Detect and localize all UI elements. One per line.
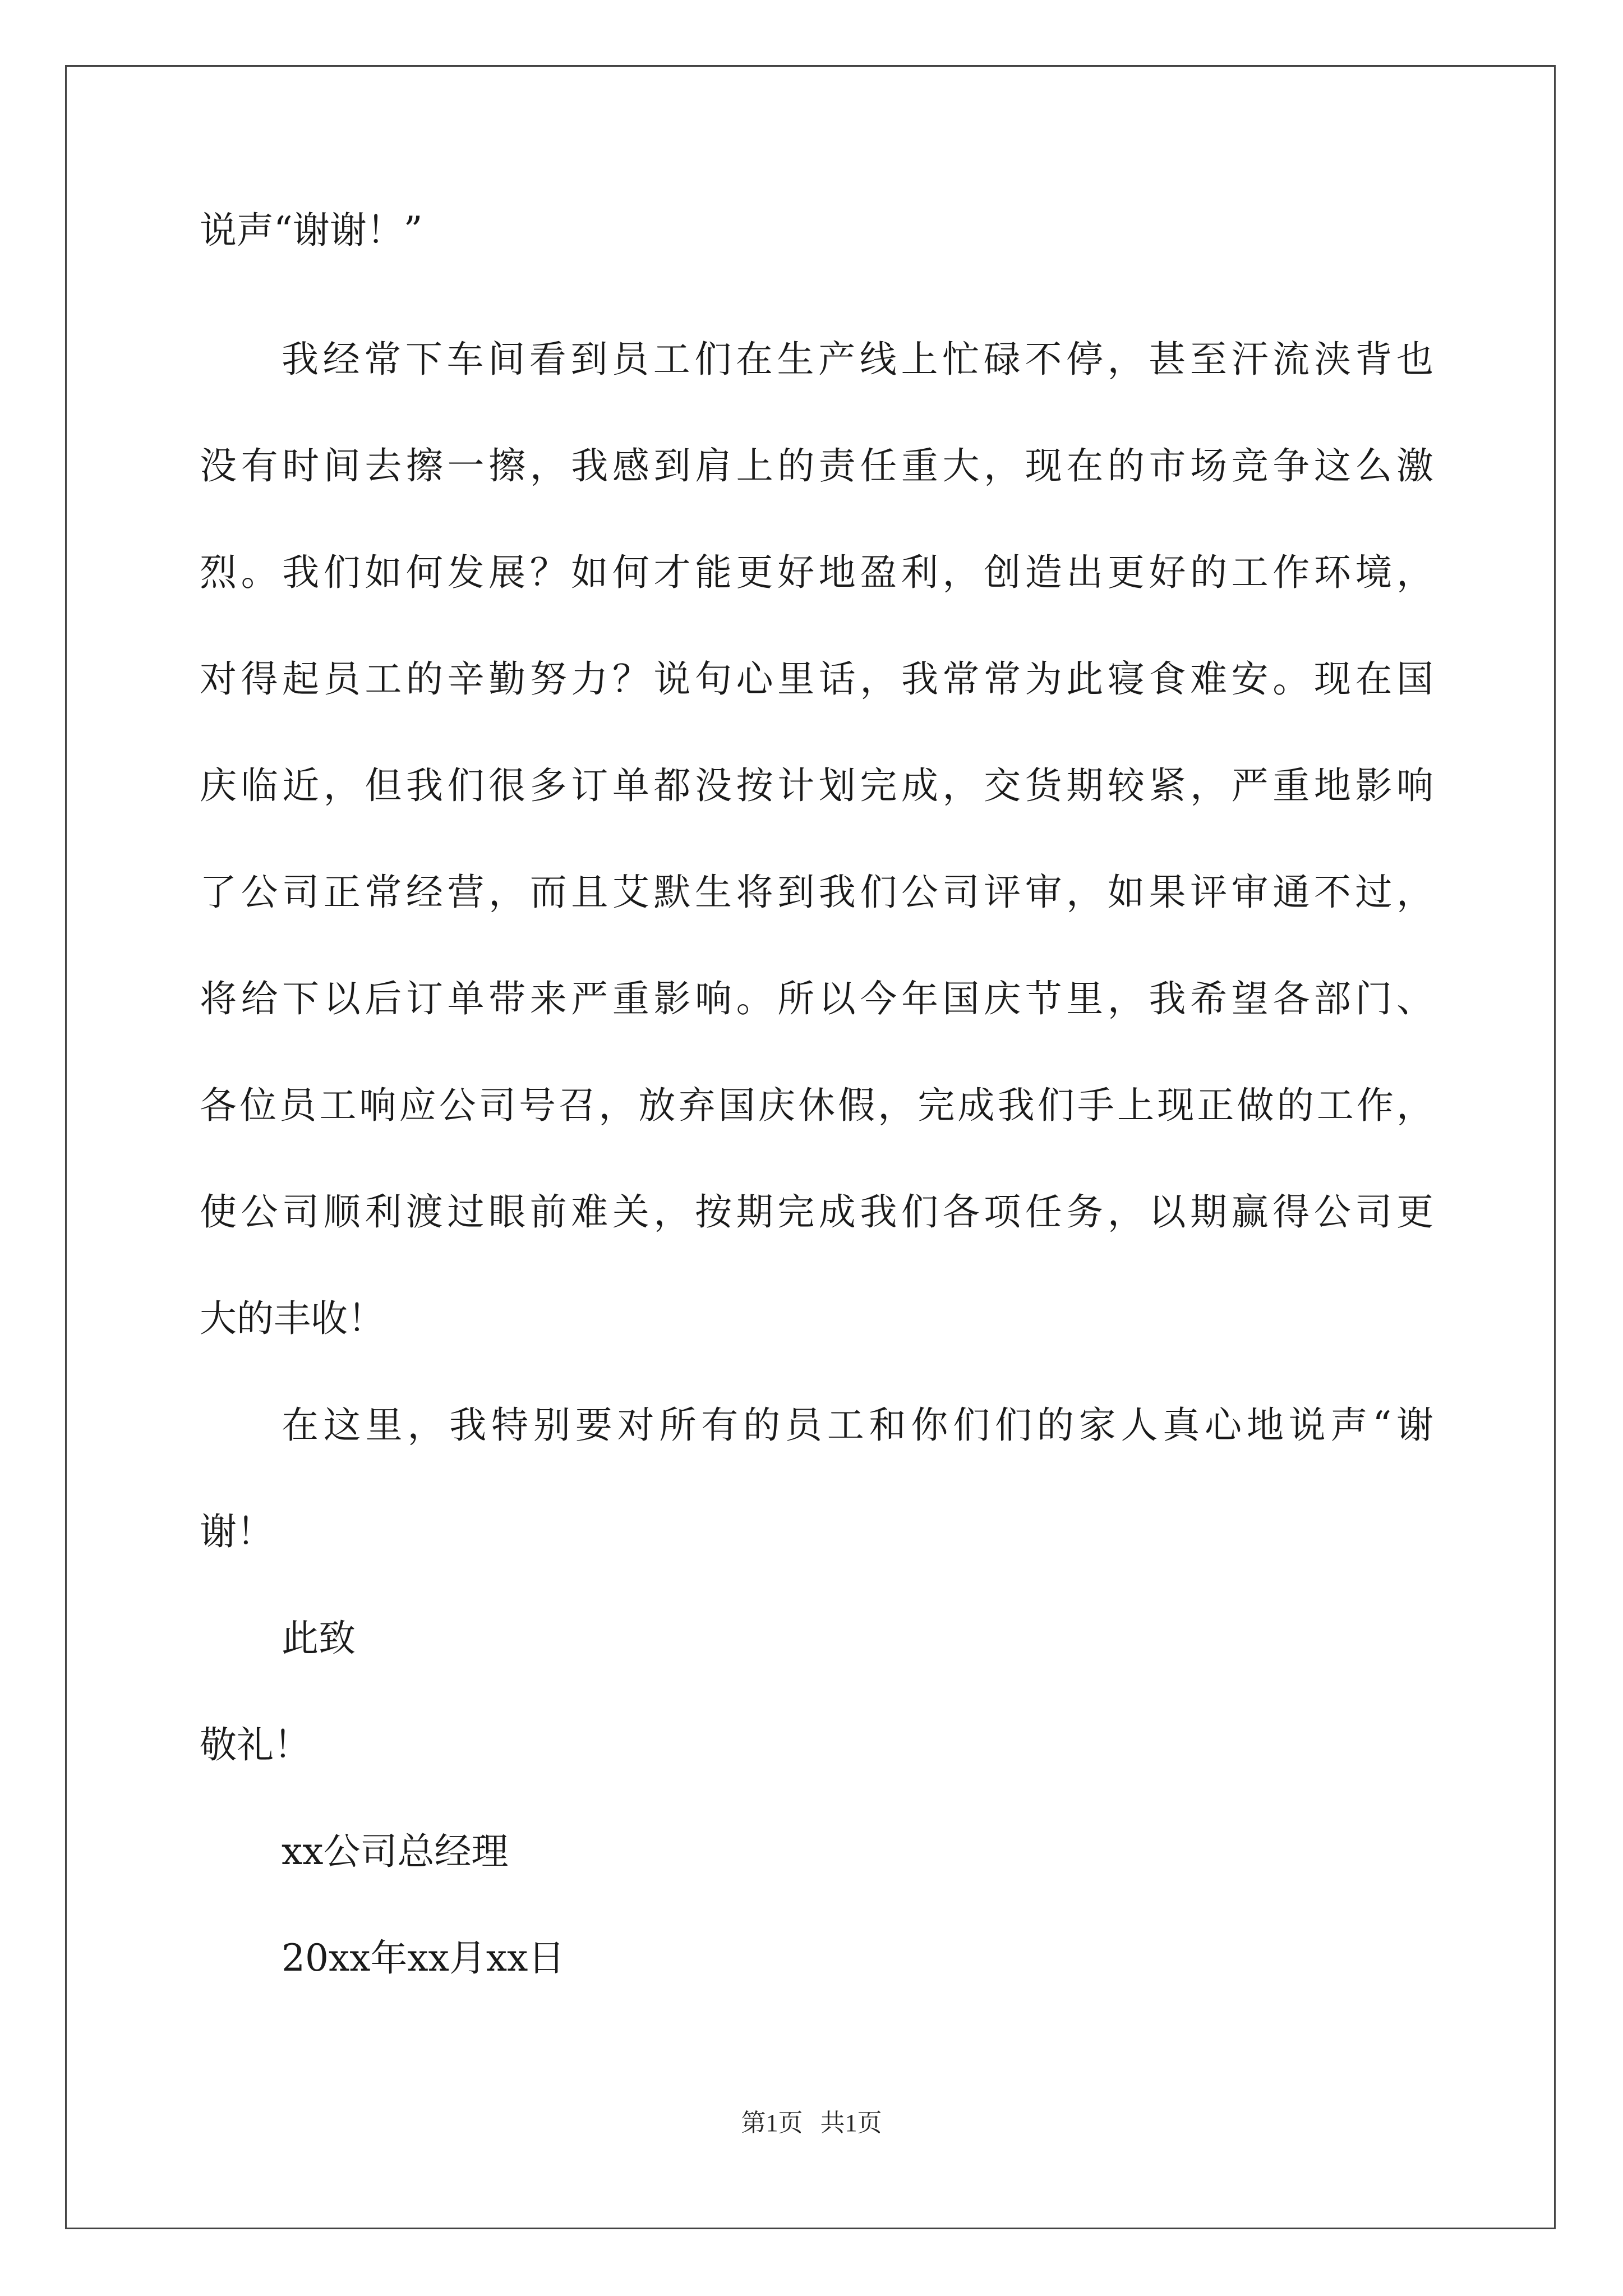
- text-line-11: 大的丰收！: [200, 1297, 385, 1340]
- text-line-3: 没有时间去擦一擦，我感到肩上的责任重大，现在的市场竞争这么激: [200, 444, 1433, 487]
- text-line-13: 谢！: [200, 1510, 274, 1553]
- text-line-2: 我经常下车间看到员工们在生产线上忙碌不停，甚至汗流浃背也: [282, 338, 1433, 381]
- page-number-current: 第1页: [741, 2109, 803, 2137]
- page-footer: [0, 2106, 1623, 2140]
- text-line-6: 庆临近，但我们很多订单都没按计划完成，交货期较紧，严重地影响: [200, 764, 1433, 807]
- text-line-8: 将给下以后订单带来严重影响。所以今年国庆节里，我希望各部门、: [200, 977, 1433, 1020]
- text-line-4: 烈。我们如何发展？如何才能更好地盈利，创造出更好的工作环境，: [200, 551, 1433, 594]
- closing-cizhi: 此致: [282, 1617, 356, 1660]
- closing-jingli: 敬礼！: [200, 1723, 311, 1766]
- page-number-total: 共1页: [820, 2109, 882, 2137]
- text-line-9: 各位员工响应公司号召，放弃国庆休假，完成我们手上现正做的工作，: [200, 1084, 1433, 1127]
- text-line-7: 了公司正常经营，而且艾默生将到我们公司评审，如果评审通不过，: [200, 871, 1433, 914]
- text-line-1: 说声“谢谢！”: [200, 209, 423, 252]
- text-line-5: 对得起员工的辛勤努力？说句心里话，我常常为此寝食难安。现在国: [200, 657, 1433, 701]
- text-line-12: 在这里，我特别要对所有的员工和你们们的家人真心地说声“谢: [282, 1404, 1433, 1447]
- signature-date: 20xx年xx月xx日: [282, 1936, 565, 1980]
- text-line-10: 使公司顺利渡过眼前难关，按期完成我们各项任务，以期赢得公司更: [200, 1190, 1433, 1234]
- page-border: [65, 65, 1556, 2229]
- signature-title: xx公司总经理: [282, 1830, 509, 1873]
